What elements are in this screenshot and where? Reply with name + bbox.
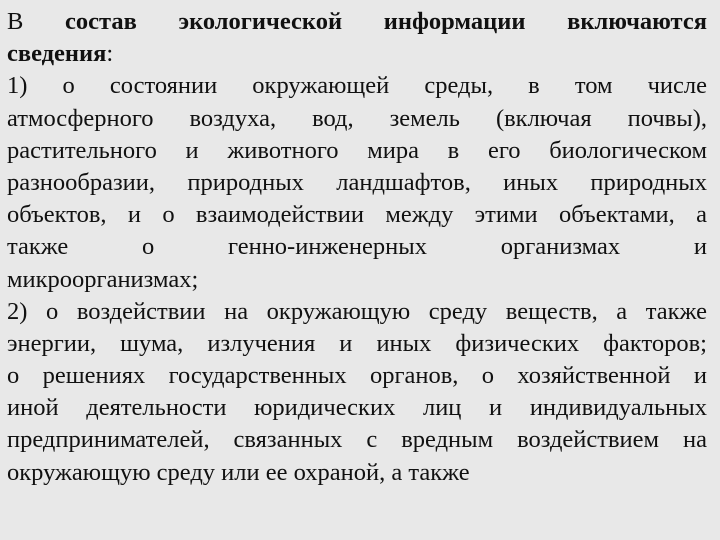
text-line: разнообразии, природных ландшафтов, иных природных: [7, 168, 707, 196]
text-line: 1) о состоянии окружающей среды, в том числе: [7, 72, 707, 100]
text-line: окружающую среду или ее охраной, а также: [7, 458, 470, 486]
text-line: атмосферного воздуха, вод, земель (включая почвы),: [7, 104, 707, 132]
text-line: объектов, и о взаимодействии между этими объектами, а: [7, 201, 707, 229]
text-line: также о генно-инженерных организмах и: [7, 233, 707, 261]
text-line: предпринимателей, связанных с вредным воздействием на: [7, 426, 707, 454]
text-line: энергии, шума, излучения и иных физических факторов;: [7, 329, 707, 357]
heading-colon: :: [106, 40, 114, 68]
heading-line-2: [7, 38, 707, 70]
heading-bold-continuation: сведения: [7, 40, 107, 68]
text-line: иной деятельности юридических лиц и индивидуальных: [7, 394, 707, 422]
heading-line-1: [7, 6, 707, 38]
text-line: 2) о воздействии на окружающую среду веществ, а также: [7, 297, 707, 325]
text-line: о решениях государственных органов, о хозяйственной и: [7, 362, 707, 390]
heading-prefix: В: [7, 8, 66, 35]
text-line: растительного и животного мира в его биологическом: [7, 136, 707, 164]
document-text: [7, 6, 707, 489]
heading-bold-text: состав экологической информации включаются: [65, 8, 707, 35]
text-line: микроорганизмах;: [7, 265, 199, 293]
